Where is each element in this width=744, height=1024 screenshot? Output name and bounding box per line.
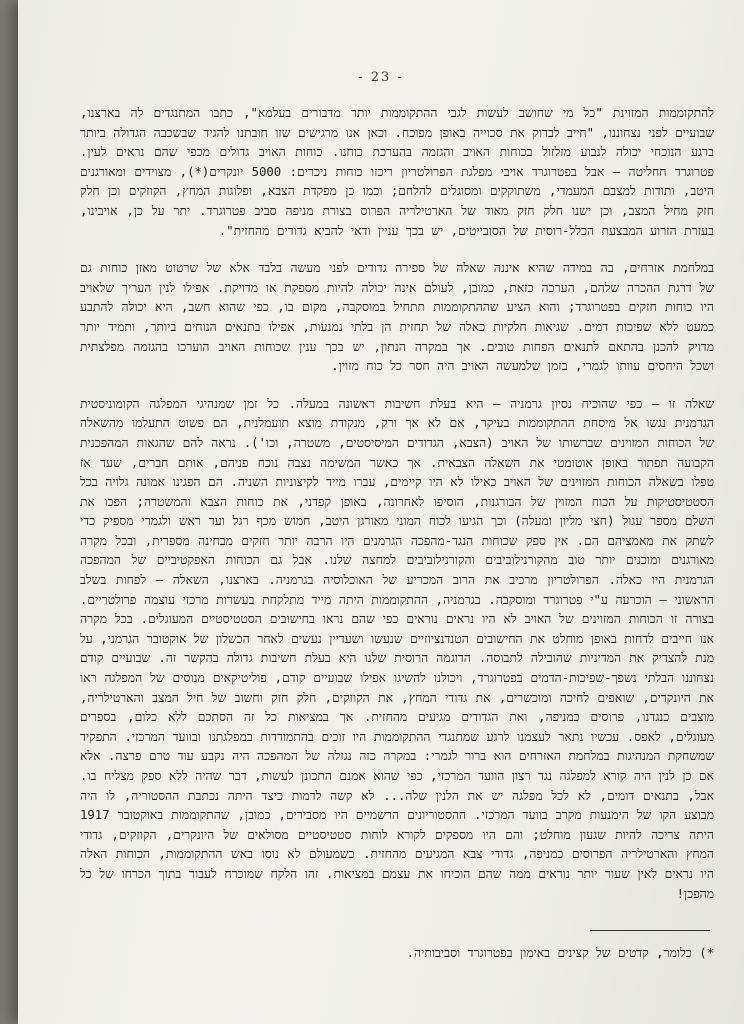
page-number: - 23 - [358,70,404,85]
footnote: *) כלומר, קדטים של קצינים באימון בפטרוגרד וסביבותיה. [406,946,714,960]
footnote-divider [590,930,710,931]
paragraph-1: להתקוממות המזוינת "כל מי שחושב לעשות לגבי ההתקוממות יותר מדבורים בעלמא", כתבו המתנגדים לה בארצנו, שבועיים לפני נצחוננו, "חייב לבדוק את סכוייה באופן מפוכח. וכאן אנו מרגישים שזו חובתנו להגיד שבשכבה הגדולה ביותר ברגע הנוכחי יכולה לנבוע מזלזול בכוחות האויב והגזמה בהערכת כוחנו. כוחות האויב גדולים מכפי שהם נראים לעין. פטרוגרד חחליטה – אבל בפטרוגרד אויבי מפלגת הפרולטריון ריכזו כוחות ניכרים: 5000 יונקרים(*), מצוידים ומאורגנים היטב, ותודות למצבם המעמדי, משתוקקים ומסוגלים להלחם; וכמו כן מפקדת הצבא, ופלוגות המחץ, הקוזקים וכן חלק חזק מחיל המצב, וכן ישנו חלק חזק מאוד של הארטילריה הפרוס בצורת מניפה סביב פטרוגרד. יתר על כן, אויבינו, בעזרת הזרוע המבצעת הכלל-רוסית של הסובייטים, יש בכך עניין ודאי להביא גדודים מהחזית". [80,106,715,238]
document-page [18,0,744,1024]
paragraph-3: שאלה זו – כפי שהוכיח נסיון גרמניה – היא בעלת חשיבות ראשונה במעלה. כל זמן שמנהיגי המפלגה הקומוניסטית הגרמנית נגשו אל מיסחת ההתקוממות בעיקר, אם לא אך ורק, מנקודת מוצא תועמלנית, הם פשוט התעלמו מהשאלה של הכוחות המזוינים שברשותו של האויב (הצבא, הגדודים המיסיסטים, משטרה, וכו'). נראה להם שהגאות המהפכנית הקבועה תפתור באופן אוטומטי את השאלה הצבאית. אך כאשר המשימה נצבה נוכח פניהם, אותם חברים, שעד אז טפלו בשאלה הכוחות המזוינים של האויב כאילו לא היו קיימים, עברו מייד לקיצוניות השניה. הם הפגינו אמונה גלויה בכל הסטטיסטיקות על הכוח המזוין של הבורגנות, הוסיפו לאחרונה, באופן קפדני, את כוחות הצבא והמשטרה; הפכו את השלם מספר עגול (חצי מליון ומעלה) וכך הגיעו לכוח המוני מאורגן היטב, חמוש מכף רגל ועד ראש ולגמרי מספיק כדי לשתק את מאמציהם הם. אין ספק שכוחות הנגד-מהפכה הגרמנים היו הרבה יותר חזקים מבחינה מספרית, ובכל מקרה מאורגנים ומוכנים יותר טוב מהקורנילוביבים והקורנילוביבים למחצה שלנו. אבל גם הכוחות האפקטיביים של המהפכה הגרמנית היו כאלה. הפרולטריון מרכיב את הרוב המכריע של האוכלוסיה בגרמניה. בארצנו, השאלה – לפחות בשלב הראשוני – הוכרעה ע"י פטרוגרד ומוסקבה. בגרמניה, ההתקוממות היתה מייד מתלקחת בעשרות מרכזי עוצמה פרולטריים. בצורה זו הכוחות המזוינים של האויב לא היו נראים נוראים כפי שהם נראו בחישובים הסטטיסטיים המעוגלים. בכל מקרה אנו חייבים לדחות באופן מוחלט את החישובים הטנדנציוזיים שנעשו ושעדיין נעשים לאחר הכשלון של אוקטובר הגרמני, על מנת להצדיק את המדיניות שהובילה לתבוסה. הדוגמה הרוסית שלנו היא בעלת חשיבות גדולה בהקשר זה. שבועיים קודם נצחוננו הבלתי נשפך-שפיכות-הדמים בפטרוגרד, ויכולנו להשיגו אפילו שבועיים קודם, פוליטיקאים מנוסים של המפלגה ראו את היונקרים, שואפים לחיכה ומוכשרים, את גדודי המחץ, את הקוזקים, חלק חזק וחשוב של חיל המצב והארטילריה, מוצבים כנגדנו, פרוסים כמניפה, ואת הגדודים מגיעים מהחזית. אך במציאות כל זה הסתכם ללא כלום, בספרים מעוגלים, לאפס. עכשיו נתאר לעצמנו לרגע שמתנגדי ההתקוממות היו זוכים בהתמודדות במפלגתנו ובוועד המרכזי. התפקיד שמשחקת המנהיגות במלחמת האזרחים הוא ברור לגמרי: במקרה כזה נגזלה של המהפכה היה נקבע עוד טרם פרצה. אלא אם כן לנין היה קורא למפלגה נגד רצון הוועד המרכזי, כפי שהוא אמנם התכונן לעשות, דבר שהיה ללא ספק מצליח בו. אבל, בתנאים דומים, לא לכל מפלגה יש את הלנין שלה... לא קשה לדמות כיצד היתה נכתבת ההסטוריה, לו היה מבוצע הקו של הימנעות מקרב בוועד המרכזי. ההסטוריונים הרשמיים היו מסבירים, כמובן, שהתקוממות באוקטובר 1917 היתה צריכה להיות שגעון מוחלט; והם היו מספקים לקורא לוחות סטטיסטיים מסולאים של היונקרים, הקוזקים, גדודי המחץ והארטילריה הפרוסים כמניפה, גדודי צבא המגיעים מהחזית. כשמעולם לא נוסו באש ההתקוממות, הכוחות האלה היו נראים לאין שעור יותר נוראים ממה שהם הוכיחו את עצמם במציאות. זהו הלקח שמוכרח לעבור בתוך הכרחו של כל מהפכן! [80,396,714,901]
body-text [80,104,714,904]
paragraph-2: במלחמת אזרחים, בה במידה שהיא איננה שאלה של ספירה גדודים לפני מעשה בלבד אלא של שרטוט מאזן כוחות גם של דרגת ההכרה שלהם, הערכה כזאת, כמובן, לעולם אינה יכולה להיות מספקת או מדויקת. אפילו לנין העריך שלאויב היו כוחות חזקים בפטרוגרד; והוא הציע שההתקוממות תתחיל במוסקבה, מקום בו, כפי שהוא חשב, היא יכולה להתבע כמעט ללא שפיכות דמים. שגיאות חלקיות כאלה של תחזית הן בלתי נמנעות, אפילו בתנאים הנוחים ביותר, ותמיד יותר מדויק להכנן בהתאם לתנאים הפחות טובים. אך במקרה הנתון, יש בכך ענין שכוחות האויב הוערכו בהגזמה מפלצתית ושכל היחסים עוותו לגמרי, בזמן שלמעשה האויב היה חסר כל כוח מזוין. [80,261,714,374]
